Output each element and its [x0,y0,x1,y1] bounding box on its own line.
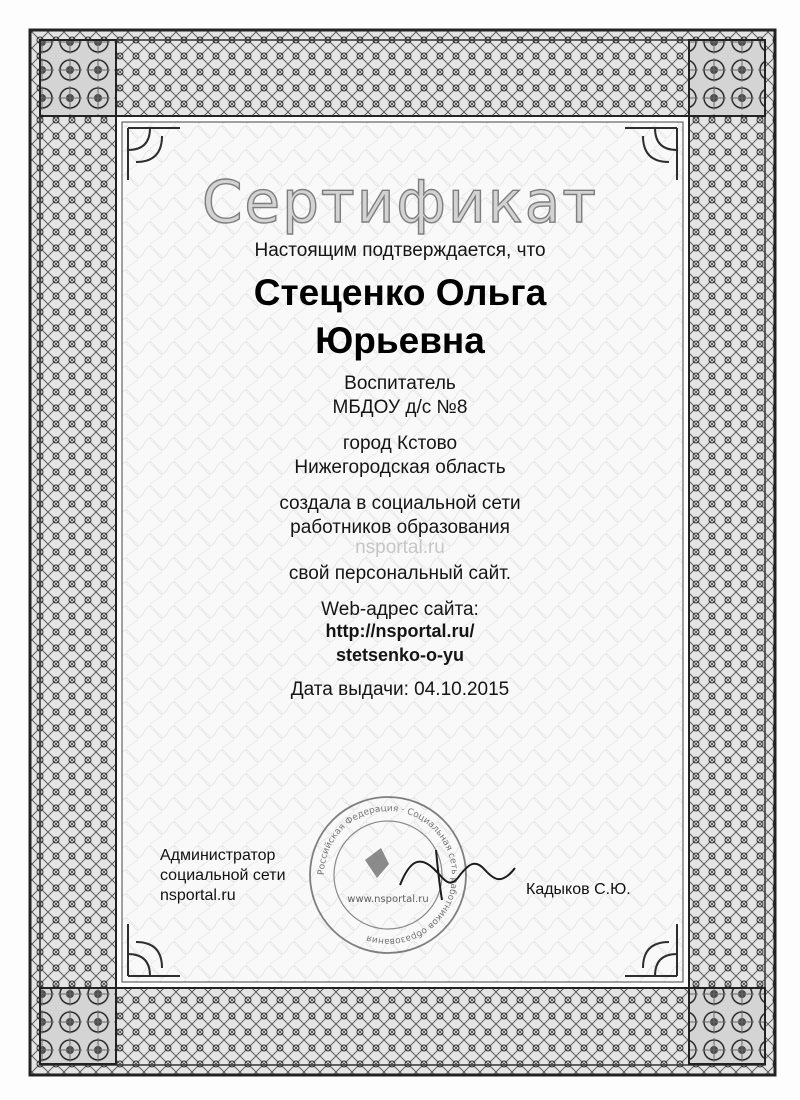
signature-mark [390,840,530,910]
action-line3: свой персональный сайт. [288,563,512,584]
recipient-organization: МБДОУ д/с №8 [332,397,468,418]
action-line2: работников образования [290,517,510,538]
admin-line2: социальной сети [160,867,286,884]
admin-line3: nsportal.ru [160,887,236,904]
recipient-city: город Кстово [342,433,458,454]
recipient-name-line1: Стеценко Ольга [253,272,547,313]
action-line1: создала в социальной сети [279,493,521,514]
signer-name: Кадыков С.Ю. [526,881,631,898]
web-address-label: Web-адрес сайта: [321,599,479,620]
stamp-center-url: www.nsportal.ru [347,894,429,905]
site-url-line1: http://nsportal.ru/ [325,621,475,641]
admin-line1: Администратор [160,847,276,864]
certificate-title: Сертификат [201,168,599,236]
stamp-emblem-icon [365,848,389,878]
nsportal-logo-text: nsportal.ru [355,537,445,558]
stamp-ring-text: Российская Федерация · Социальная сеть работников образования [316,803,460,947]
recipient-name-line2: Юрьевна [315,320,485,361]
recipient-position: Воспитатель [344,373,456,394]
intro-text: Настоящим подтверждается, что [254,240,546,261]
recipient-region: Нижегородская область [294,457,506,478]
site-url-line2: stetsenko-o-yu [335,645,465,665]
issue-date: Дата выдачи: 04.10.2015 [290,679,510,700]
